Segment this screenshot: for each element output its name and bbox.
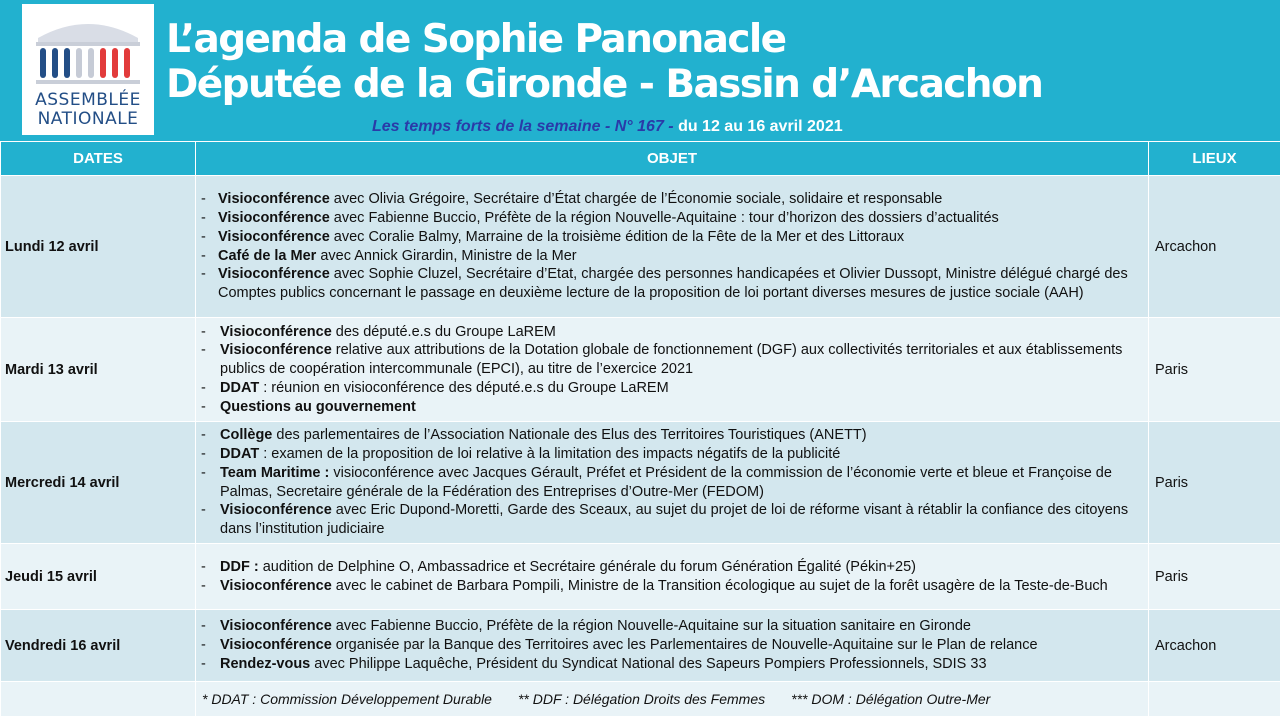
list-item <box>196 398 1144 417</box>
list-item <box>196 323 1144 342</box>
item-keyword: Team Maritime : <box>220 465 329 481</box>
column-header-lieux: LIEUX <box>1149 142 1280 176</box>
bullet-dash: - <box>201 190 206 209</box>
item-keyword: Visioconférence <box>220 342 332 358</box>
item-keyword: DDF : <box>220 559 259 575</box>
hemicycle-icon <box>34 14 142 86</box>
bullet-dash: - <box>201 341 206 360</box>
subtitle-issue: Les temps forts de la semaine - N° 167 - <box>372 118 678 135</box>
row-lieu: Arcachon <box>1149 176 1280 318</box>
row-date: Vendredi 16 avril <box>1 610 196 682</box>
agenda-table <box>0 141 1280 717</box>
agenda-list <box>196 558 1144 595</box>
list-item <box>196 655 1144 674</box>
row-date: Jeudi 15 avril <box>1 544 196 610</box>
item-text: des parlementaires de l’Association Nationale des Elus des Territoires Touristiques (ANETT) <box>272 427 866 443</box>
item-keyword: Visioconférence <box>218 210 330 226</box>
bullet-dash: - <box>201 464 206 483</box>
item-text: avec Eric Dupond-Moretti, Garde des Sceaux, au sujet du projet de loi de réforme visant à rétablir la confiance des citoyens dans l’institution judiciaire <box>220 502 1128 537</box>
list-item <box>196 501 1144 538</box>
row-objet <box>196 318 1149 422</box>
table-header-row <box>1 142 1280 176</box>
item-text: avec Sophie Cluzel, Secrétaire d’Etat, chargée des personnes handicapées et Olivier Dussopt, Ministre délégué chargé des Comptes publics concernant le passage en deuxième lecture de la proposition de loi portant diverses mesures de justice sociale (AAH) <box>218 266 1128 301</box>
list-item <box>196 190 1144 209</box>
row-objet <box>196 610 1149 682</box>
notes-empty-cell <box>1 682 196 717</box>
item-keyword: Questions au gouvernement <box>220 399 416 415</box>
item-keyword: Visioconférence <box>220 618 332 634</box>
bullet-dash: - <box>201 228 206 247</box>
row-date: Mercredi 14 avril <box>1 422 196 544</box>
item-text: : examen de la proposition de loi relative à la limitation des impacts négatifs de la publicité <box>259 446 840 462</box>
item-text: visioconférence avec Jacques Gérault, Préfet et Président de la commission de l’économie verte et bleue et Françoise de Palmas, Secretaire générale de la Fédération des Entreprises d’Outre-Mer (FEDOM) <box>220 465 1112 500</box>
table-row <box>1 610 1280 682</box>
list-item <box>196 247 1144 266</box>
header-banner <box>0 0 1280 141</box>
list-item <box>196 577 1144 596</box>
item-text: avec Olivia Grégoire, Secrétaire d’État chargée de l’Économie sociale, solidaire et responsable <box>330 191 943 207</box>
bullet-dash: - <box>201 558 206 577</box>
column-header-objet: OBJET <box>196 142 1149 176</box>
page-title-line2: Députée de la Gironde - Bassin d’Arcachon <box>166 63 1042 107</box>
item-keyword: DDAT <box>220 380 259 396</box>
bullet-dash: - <box>201 636 206 655</box>
item-keyword: Visioconférence <box>220 324 332 340</box>
item-text: avec Coralie Balmy, Marraine de la troisième édition de la Fête de la Mer et des Littoraux <box>330 229 904 245</box>
bullet-dash: - <box>201 247 206 266</box>
footnote-ddat: * DDAT : Commission Développement Durable <box>202 691 492 707</box>
subtitle-dates: du 12 au 16 avril 2021 <box>678 118 843 135</box>
row-lieu: Paris <box>1149 544 1280 610</box>
bullet-dash: - <box>201 265 206 284</box>
item-text: organisée par la Banque des Territoires avec les Parlementaires de Nouvelle-Aquitaine sur le Plan de relance <box>332 637 1038 653</box>
bullet-dash: - <box>201 577 206 596</box>
item-text: des député.e.s du Groupe LaREM <box>332 324 556 340</box>
list-item <box>196 636 1144 655</box>
item-keyword: Visioconférence <box>218 266 330 282</box>
assemblee-nationale-logo <box>22 4 154 135</box>
item-keyword: Visioconférence <box>220 578 332 594</box>
row-objet <box>196 176 1149 318</box>
row-lieu: Paris <box>1149 422 1280 544</box>
item-keyword: Café de la Mer <box>218 248 316 264</box>
list-item <box>196 558 1144 577</box>
bullet-dash: - <box>201 655 206 674</box>
footnote-ddf: ** DDF : Délégation Droits des Femmes <box>518 691 765 707</box>
list-item <box>196 209 1144 228</box>
item-text: avec Fabienne Buccio, Préfète de la région Nouvelle-Aquitaine : tour d’horizon des dossiers d’actualités <box>330 210 999 226</box>
notes-row <box>1 682 1280 717</box>
subtitle <box>372 117 843 137</box>
item-text: avec le cabinet de Barbara Pompili, Ministre de la Transition écologique au sujet de la forêt usagère de la Teste-de-Buch <box>332 578 1108 594</box>
logo-text-line1: ASSEMBLÉE <box>22 90 154 110</box>
agenda-list <box>196 426 1144 538</box>
bullet-dash: - <box>201 398 206 417</box>
page-title-line1: L’agenda de Sophie Panonacle <box>166 18 786 62</box>
item-keyword: Visioconférence <box>220 637 332 653</box>
item-text: : réunion en visioconférence des député.e.s du Groupe LaREM <box>259 380 668 396</box>
item-text: avec Annick Girardin, Ministre de la Mer <box>316 248 576 264</box>
row-lieu: Arcachon <box>1149 610 1280 682</box>
agenda-list <box>196 190 1144 302</box>
list-item <box>196 464 1144 501</box>
row-objet <box>196 544 1149 610</box>
item-keyword: Collège <box>220 427 272 443</box>
table-row <box>1 318 1280 422</box>
item-keyword: DDAT <box>220 446 259 462</box>
bullet-dash: - <box>201 426 206 445</box>
item-text: audition de Delphine O, Ambassadrice et Secrétaire générale du forum Génération Égalité (Pékin+25) <box>259 559 916 575</box>
agenda-list <box>196 617 1144 673</box>
logo-text-line2: NATIONALE <box>22 109 154 129</box>
row-lieu: Paris <box>1149 318 1280 422</box>
item-keyword: Visioconférence <box>220 502 332 518</box>
item-keyword: Visioconférence <box>218 229 330 245</box>
bullet-dash: - <box>201 323 206 342</box>
footnotes <box>196 682 1149 717</box>
row-objet <box>196 422 1149 544</box>
item-text: avec Philippe Laquêche, Président du Syndicat National des Sapeurs Pompiers Professionnels, SDIS 33 <box>310 656 986 672</box>
notes-empty-cell <box>1149 682 1280 717</box>
table-row <box>1 176 1280 318</box>
list-item <box>196 379 1144 398</box>
list-item <box>196 341 1144 378</box>
agenda-list <box>196 323 1144 417</box>
bullet-dash: - <box>201 501 206 520</box>
list-item <box>196 617 1144 636</box>
bullet-dash: - <box>201 209 206 228</box>
list-item <box>196 265 1144 302</box>
list-item <box>196 228 1144 247</box>
item-text: avec Fabienne Buccio, Préfète de la région Nouvelle-Aquitaine sur la situation sanitaire en Gironde <box>332 618 971 634</box>
row-date: Mardi 13 avril <box>1 318 196 422</box>
bullet-dash: - <box>201 445 206 464</box>
item-text: relative aux attributions de la Dotation globale de fonctionnement (DGF) aux collectivités territoriales et aux établissements publics de coopération intercommunale (EPCI), au titre de l’exercice 2021 <box>220 342 1122 377</box>
table-row <box>1 544 1280 610</box>
list-item <box>196 445 1144 464</box>
list-item <box>196 426 1144 445</box>
column-header-dates: DATES <box>1 142 196 176</box>
bullet-dash: - <box>201 617 206 636</box>
item-keyword: Rendez-vous <box>220 656 310 672</box>
row-date: Lundi 12 avril <box>1 176 196 318</box>
item-keyword: Visioconférence <box>218 191 330 207</box>
bullet-dash: - <box>201 379 206 398</box>
table-row <box>1 422 1280 544</box>
footnote-dom: *** DOM : Délégation Outre-Mer <box>791 691 990 707</box>
